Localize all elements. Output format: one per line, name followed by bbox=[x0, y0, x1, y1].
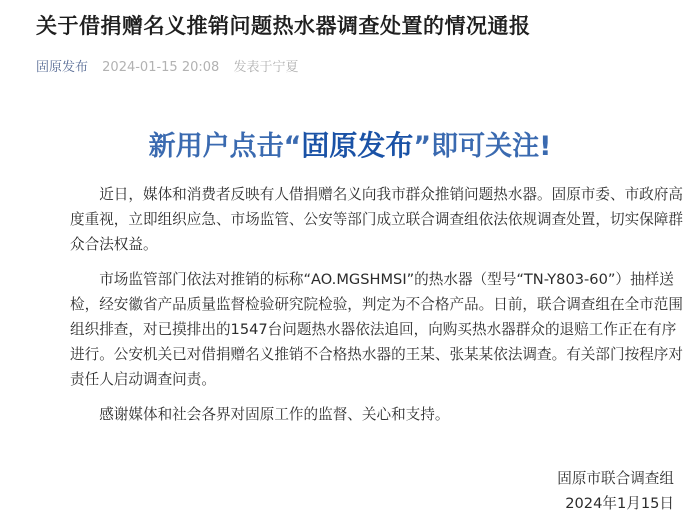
body-paragraph: 感谢媒体和社会各界对固原工作的监督、关心和支持。 bbox=[99, 406, 450, 423]
body-paragraph: 市场监管部门依法对推销的标称“AO.MGSHMSI”的热水器（型号“TN-Y803-60”）抽样送检，经安徽省产品质量监督检验研究院检验，判定为不合格产品。日前，联合调查组在全市范围组织排查，对已摸排出的1547台问题热水器依法追回，向购买热水器群众的退赔工作正在有序进行。公安机关已对借捐赠名义推销不合格热水器的王某、张某某依法调查。有关部门按程序对责任人启动调查问责。 bbox=[70, 271, 683, 388]
follow-banner bbox=[0, 124, 700, 164]
follow-account-name[interactable]: 固原发布 bbox=[301, 129, 414, 162]
article-title: 关于借捐赠名义推销问题热水器调查处置的情况通报 bbox=[36, 14, 531, 38]
author-link[interactable]: 固原发布 bbox=[36, 60, 89, 75]
follow-banner-prefix: 新用户点击“ bbox=[148, 131, 302, 162]
signature-date: 2024年1月15日 bbox=[565, 495, 674, 512]
article-meta bbox=[36, 56, 298, 75]
article-body bbox=[70, 182, 684, 437]
publish-location: 发表于宁夏 bbox=[233, 60, 299, 75]
body-paragraph: 近日，媒体和消费者反映有人借捐赠名义向我市群众推销问题热水器。固原市委、市政府高度重视，立即组织应急、市场监管、公安等部门成立联合调查组依法依规调查处置，切实保障群众合法权益。 bbox=[70, 186, 683, 253]
signature-org: 固原市联合调查组 bbox=[557, 470, 674, 487]
signature-block bbox=[557, 466, 674, 516]
follow-banner-suffix: ”即可关注! bbox=[413, 131, 552, 162]
publish-date: 2024-01-15 20:08 bbox=[102, 60, 220, 75]
